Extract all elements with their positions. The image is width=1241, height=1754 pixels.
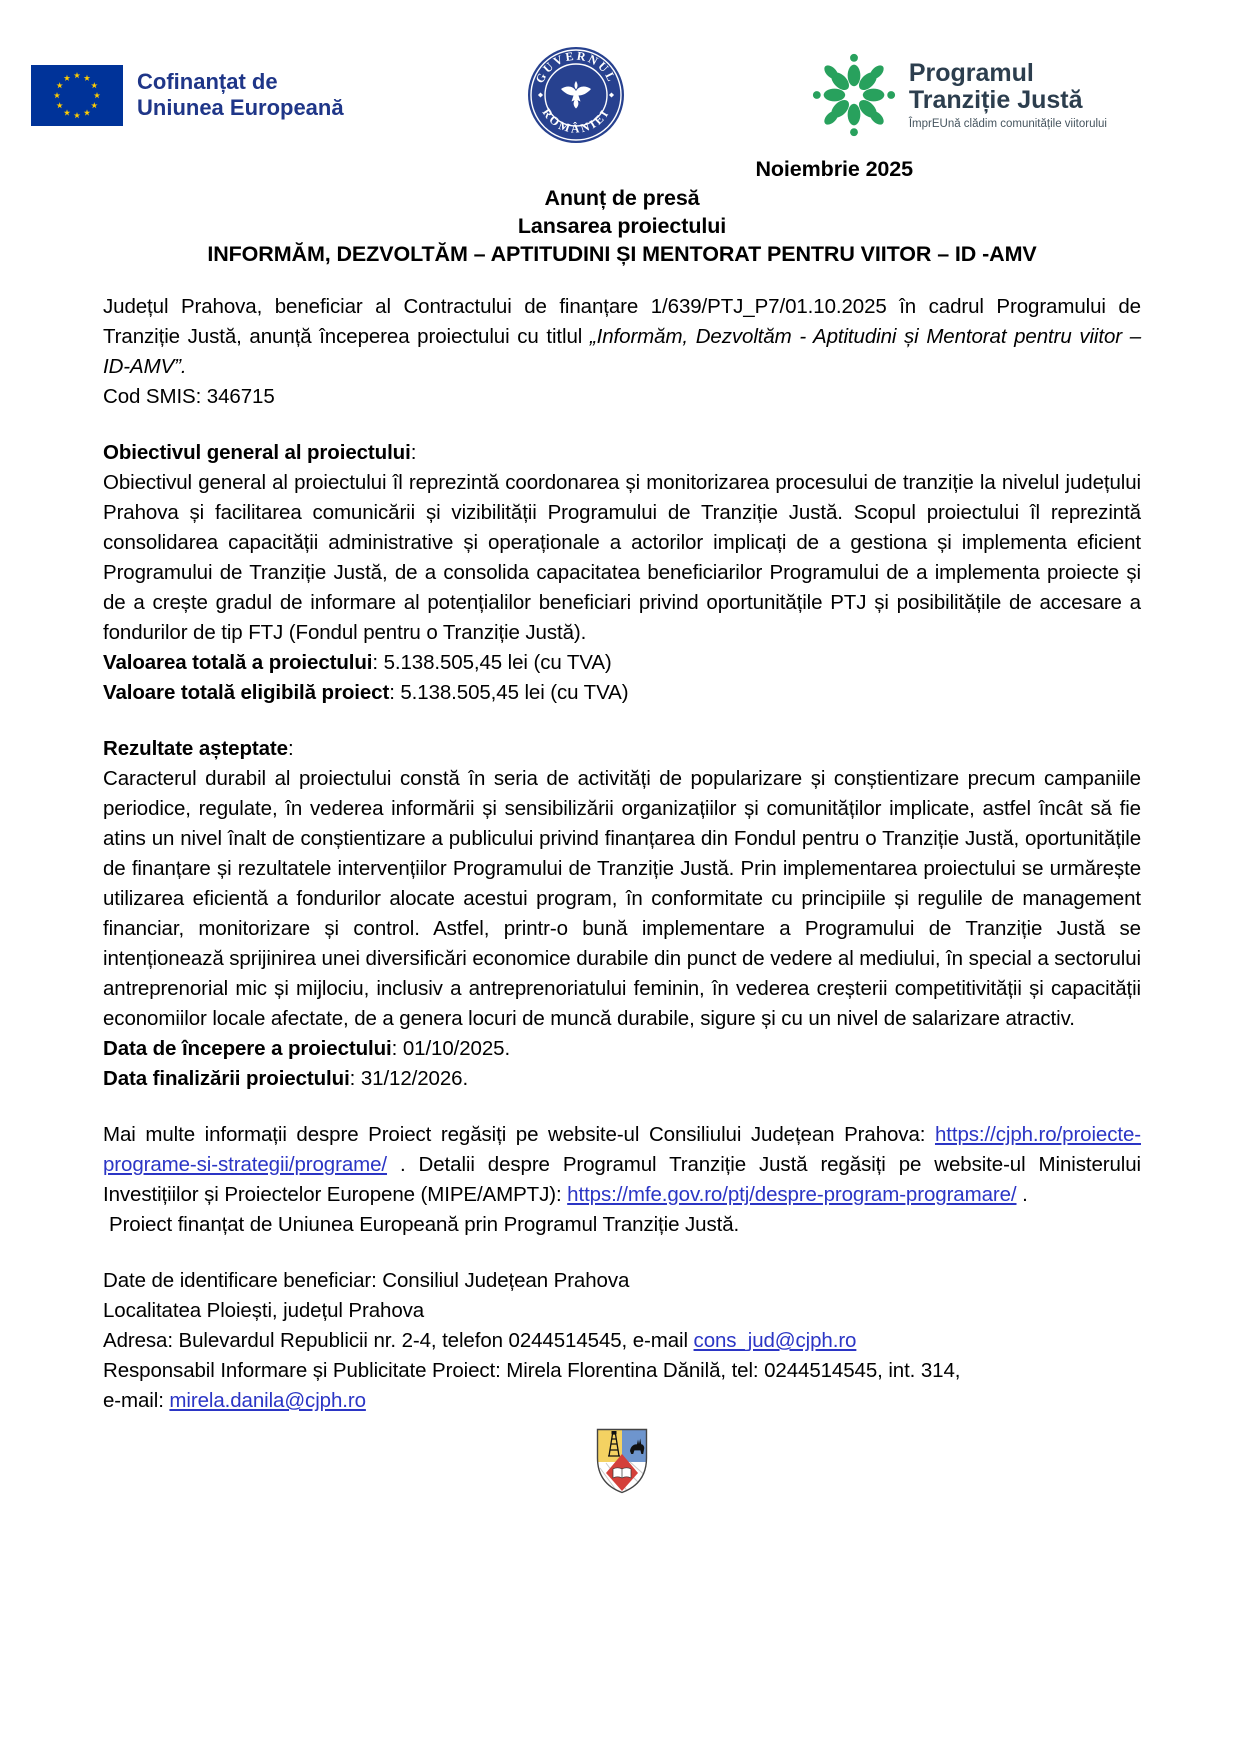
ptj-title-line2: Tranziție Justă	[908, 86, 1083, 114]
results-body: Caracterul durabil al proiectului constă în seria de activități de popularizare și conștientizare precum campaniile periodice, regulate, în vederea informării și sensibilizării organizațiilor și comunităților implicate, astfel încât să fie atins un nivel înalt de conștientizare a publicului privind finanțarea din Fondul pentru o Tranziție Justă, oportunitățile de finanțare și rezultatele intervențiilor Programului de Tranziție Justă. Prin implementarea proiectului se urmărește utilizarea eficientă a fondurilor alocate acestui program, în conformitate cu principiile și regulile de management financiar, monitorizare și control. Astfel, printr-o bună implementare a Programului de Tranziție Justă se intenționează sprijinirea unei diversificări economice durabile din punct de vedere al mediului, în special a sectorului antreprenorial mic și mijlociu, inclusiv a antreprenoriatului feminin, în vederea creșterii competitivității și capacității economiilor locale afectate, de a genera locuri de muncă durabile, sigure și cu un nivel de salarizare atractiv.	[103, 767, 1141, 1030]
intro-text: Județul Prahova, beneficiar al Contractului de finanțare 1/639/PTJ_P7/01.10.2025 în cadrul Programului de Tranziție Justă, anunță începerea proiectului cu titlul	[103, 295, 1141, 348]
results-heading-label: Rezultate așteptate	[103, 737, 288, 760]
gov-seal-text-bottom: ROMÂNIEI	[539, 105, 613, 136]
intro-paragraph	[103, 292, 1141, 382]
eligible-value-label: Valoare totală eligibilă proiect	[103, 681, 390, 704]
address-line	[103, 1326, 1141, 1356]
eu-cofunded-label	[137, 69, 344, 121]
results-heading	[103, 734, 1141, 764]
eligible-value-line	[103, 678, 1141, 708]
mfe-ptj-link[interactable]: https://mfe.gov.ro/ptj/despre-program-programare/	[567, 1183, 1017, 1206]
ptj-title	[909, 60, 1107, 114]
info-text-1: Mai multe informații despre Proiect regăsiți pe website-ul Consiliului Județean Prahova:	[103, 1123, 935, 1146]
beneficiary-line: Date de identificare beneficiar: Consiliul Județean Prahova	[103, 1269, 630, 1292]
mirela-email-link[interactable]: mirela.danila@cjph.ro	[169, 1389, 366, 1412]
smis-line: Cod SMIS: 346715	[103, 385, 275, 408]
spacer	[103, 1094, 1141, 1120]
objective-heading	[103, 438, 1141, 468]
romanian-government-seal-icon	[527, 46, 625, 144]
objective-heading-label: Obiectivul general al proiectului	[103, 441, 411, 464]
objective-body: Obiectivul general al proiectului îl reprezintă coordonarea și monitorizarea procesului de tranziție la nivelul județului Prahova și facilitarea comunicării și vizibilității Programului de Tranziție Justă. Scopul proiectului îl reprezintă consolidarea capacității administrative și operaționale a actorilor implicați de a gestiona și implementa eficient Programului de Tranziție Justă, de a consolida capacitatea beneficiarilor Programului de a implementa proiecte și de a crește gradul de informare al potențialilor beneficiari privind oportunitățile PTJ și posibilitățile de accesare a fondurilor de tip FTJ (Fondul pentru o Tranziție Justă).	[103, 471, 1141, 644]
total-value-amount: : 5.138.505,45 lei (cu TVA)	[372, 651, 612, 674]
start-date-value: : 01/10/2025.	[391, 1037, 511, 1060]
eu-flag-icon	[31, 65, 123, 126]
start-date-label: Data de începere a proiectului	[103, 1037, 392, 1060]
end-date-value: : 31/12/2026.	[349, 1067, 469, 1090]
logo-header	[31, 44, 1107, 146]
ptj-tagline: ÎmprEUnă clădim comunitățile viitorului	[908, 118, 1107, 130]
total-value-label: Valoarea totală a proiectului	[103, 651, 373, 674]
results-heading-colon: :	[287, 737, 294, 760]
date-line: Noiembrie 2025	[755, 157, 913, 181]
press-heading: Anunț de presă	[544, 186, 700, 210]
end-date-label: Data finalizării proiectului	[103, 1067, 350, 1090]
funding-line: Proiect finanțat de Uniunea Europeană prin Programul Tranziție Justă.	[109, 1213, 740, 1236]
locality-line: Localitatea Ploiești, județul Prahova	[103, 1299, 425, 1322]
ptj-logo	[809, 50, 1107, 140]
eu-cofunded-logo	[31, 65, 344, 126]
project-title: INFORMĂM, DEZVOLTĂM – APTITUDINI ȘI MENTORAT PENTRU VIITOR – ID -AMV	[207, 242, 1037, 266]
start-date-line	[103, 1034, 1141, 1064]
ptj-leaf-rosette-icon	[809, 50, 899, 140]
eu-label-line1: Cofinanțat de	[137, 69, 278, 94]
spacer	[103, 412, 1141, 438]
total-value-line	[103, 648, 1141, 678]
launch-heading: Lansarea proiectului	[517, 214, 727, 238]
info-text-2: . Detalii despre Programul Tranziție Justă regăsiți pe website-ul Ministerului Investițiilor și Proiectelor Europene (MIPE/AMPTJ):	[103, 1153, 1141, 1206]
prahova-coat-of-arms-icon	[596, 1428, 648, 1494]
footer-crest	[103, 1428, 1141, 1494]
info-paragraph	[103, 1120, 1141, 1210]
ptj-title-line1: Programul	[908, 59, 1034, 87]
end-date-line	[103, 1064, 1141, 1094]
gov-seal-text-top: GUVERNUL	[532, 48, 620, 86]
cjph-programs-link[interactable]: https://cjph.ro/proiecte-programe-si-strategii/programe/	[103, 1123, 1141, 1176]
spacer	[103, 708, 1141, 734]
email-line	[103, 1386, 1141, 1416]
objective-heading-colon: :	[410, 441, 417, 464]
info-text-3: .	[1016, 1183, 1028, 1206]
ptj-logo-text	[909, 60, 1107, 130]
cons-jud-email-link[interactable]: cons_jud@cjph.ro	[693, 1329, 857, 1352]
eu-label-line2: Uniunea Europeană	[137, 95, 344, 120]
address-text: Adresa: Bulevardul Republicii nr. 2-4, telefon 0244514545, e-mail	[103, 1329, 694, 1352]
email-text: e-mail:	[103, 1389, 170, 1412]
spacer	[103, 1240, 1141, 1266]
eligible-value-amount: : 5.138.505,45 lei (cu TVA)	[389, 681, 629, 704]
intro-project-name: „Informăm, Dezvoltăm - Aptitudini și Mentorat pentru viitor – ID-AMV”.	[103, 325, 1141, 378]
responsible-line: Responsabil Informare și Publicitate Proiect: Mirela Florentina Dănilă, tel: 0244514545, int. 314,	[103, 1359, 961, 1382]
